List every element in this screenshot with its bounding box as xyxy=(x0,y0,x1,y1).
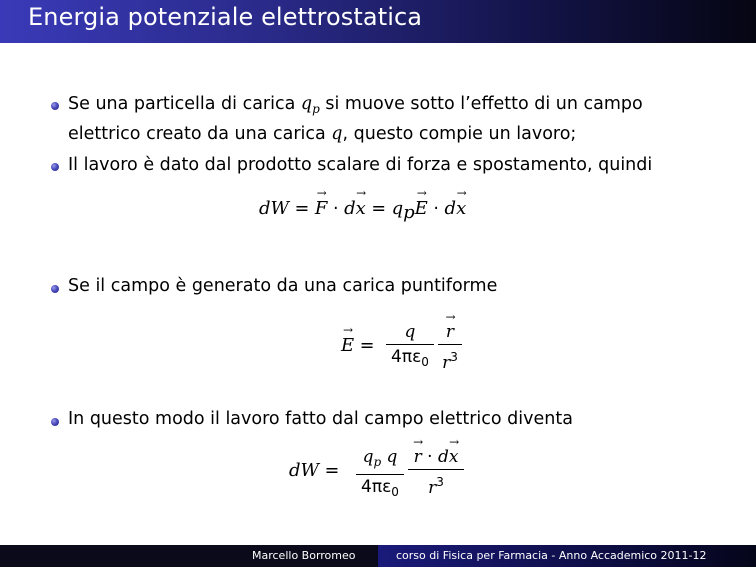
bullet-1-text-d: , questo compie un lavoro; xyxy=(342,124,577,144)
bullet-1-text-b: si muove sotto l’effetto di un campo xyxy=(319,94,643,114)
eq2-r-vector: → r xyxy=(446,322,454,342)
eq1-d: d xyxy=(344,198,356,219)
eq3-fraction-2 xyxy=(408,447,464,498)
eq1-F-vector: → F xyxy=(315,198,328,219)
bullet-icon xyxy=(51,418,59,426)
bullet-1-line-1 xyxy=(68,94,643,116)
eq3-qp: q xyxy=(362,447,374,467)
eq2-E-vector: → E xyxy=(341,335,354,356)
bullet-icon xyxy=(51,163,59,171)
eq2-fraction-2 xyxy=(438,322,462,373)
var-q-sub: p xyxy=(312,102,320,116)
footer-left-panel xyxy=(0,545,378,567)
eq1-q: q xyxy=(391,198,404,219)
eq3-x-vector: → x xyxy=(449,447,459,467)
eq3-r-denominator: r xyxy=(428,478,437,499)
eq3-r-den-sup: 3 xyxy=(436,475,444,490)
eq1-x-vector-2: → x xyxy=(456,198,466,219)
eq2-frac1-den-sub: 0 xyxy=(421,355,429,370)
eq2-frac1-denominator: 4πε xyxy=(391,347,422,368)
eq3-d: d xyxy=(437,447,449,467)
eq1-q-sub: p xyxy=(403,202,415,223)
bullet-2-text: Il lavoro è dato dal prodotto scalare di forza e spostamento, quindi xyxy=(68,155,653,175)
eq3-r-vector: → r xyxy=(414,447,422,467)
bullet-icon xyxy=(51,285,59,293)
equation-work-definition xyxy=(259,198,466,223)
equation-work-lhs xyxy=(289,460,339,481)
bullet-icon xyxy=(51,102,59,110)
eq2-equals: = xyxy=(359,336,375,356)
var-q: q xyxy=(300,94,313,114)
eq1-d-2: d xyxy=(444,198,457,219)
bullet-1-text-a: Se una particella di carica xyxy=(68,94,301,114)
eq3-qp-sub: p xyxy=(373,455,382,469)
eq1-x-vector: → x xyxy=(356,198,366,219)
bullet-3-text: Se il campo è generato da una carica puntiforme xyxy=(68,276,498,296)
eq3-dW: dW xyxy=(289,460,320,481)
eq1-dot-2: · xyxy=(433,199,439,219)
slide-title: Energia potenziale elettrostatica xyxy=(28,3,423,31)
eq3-fraction-1 xyxy=(356,447,404,502)
fraction-bar xyxy=(438,344,462,345)
eq1-equals-2: = xyxy=(371,199,387,219)
footer-author: Marcello Borromeo xyxy=(252,549,356,562)
eq3-dot: · xyxy=(427,447,433,467)
eq1-E-vector: → E xyxy=(415,198,428,219)
bullet-1-line-2 xyxy=(68,124,576,144)
eq2-r-den-sup: 3 xyxy=(450,350,458,365)
eq1-dW: dW xyxy=(259,198,290,219)
equation-field-lhs xyxy=(341,335,374,356)
footer-course: corso di Fisica per Farmacia - Anno Accademico 2011-12 xyxy=(396,549,707,562)
title-bar xyxy=(0,0,756,43)
eq1-dot: · xyxy=(332,199,339,219)
footer-right-panel xyxy=(378,545,756,567)
eq3-frac1-denominator: 4πε xyxy=(361,477,392,498)
eq2-r-denominator: r xyxy=(442,353,451,374)
eq3-equals: = xyxy=(324,461,340,481)
eq1-equals: = xyxy=(294,199,310,219)
bullet-1-text-c: elettrico creato da una carica xyxy=(68,124,332,144)
bullet-4-text: In questo modo il lavoro fatto dal campo elettrico diventa xyxy=(68,409,573,429)
eq3-q: q xyxy=(386,447,398,467)
fraction-bar xyxy=(386,344,434,345)
fraction-bar xyxy=(408,469,464,470)
eq3-frac1-den-sub: 0 xyxy=(391,485,399,500)
var-q: q xyxy=(331,124,343,144)
eq2-fraction-1 xyxy=(386,322,434,372)
fraction-bar xyxy=(356,474,404,475)
footer-bar xyxy=(0,545,756,567)
eq2-frac1-numerator: q xyxy=(404,322,416,342)
